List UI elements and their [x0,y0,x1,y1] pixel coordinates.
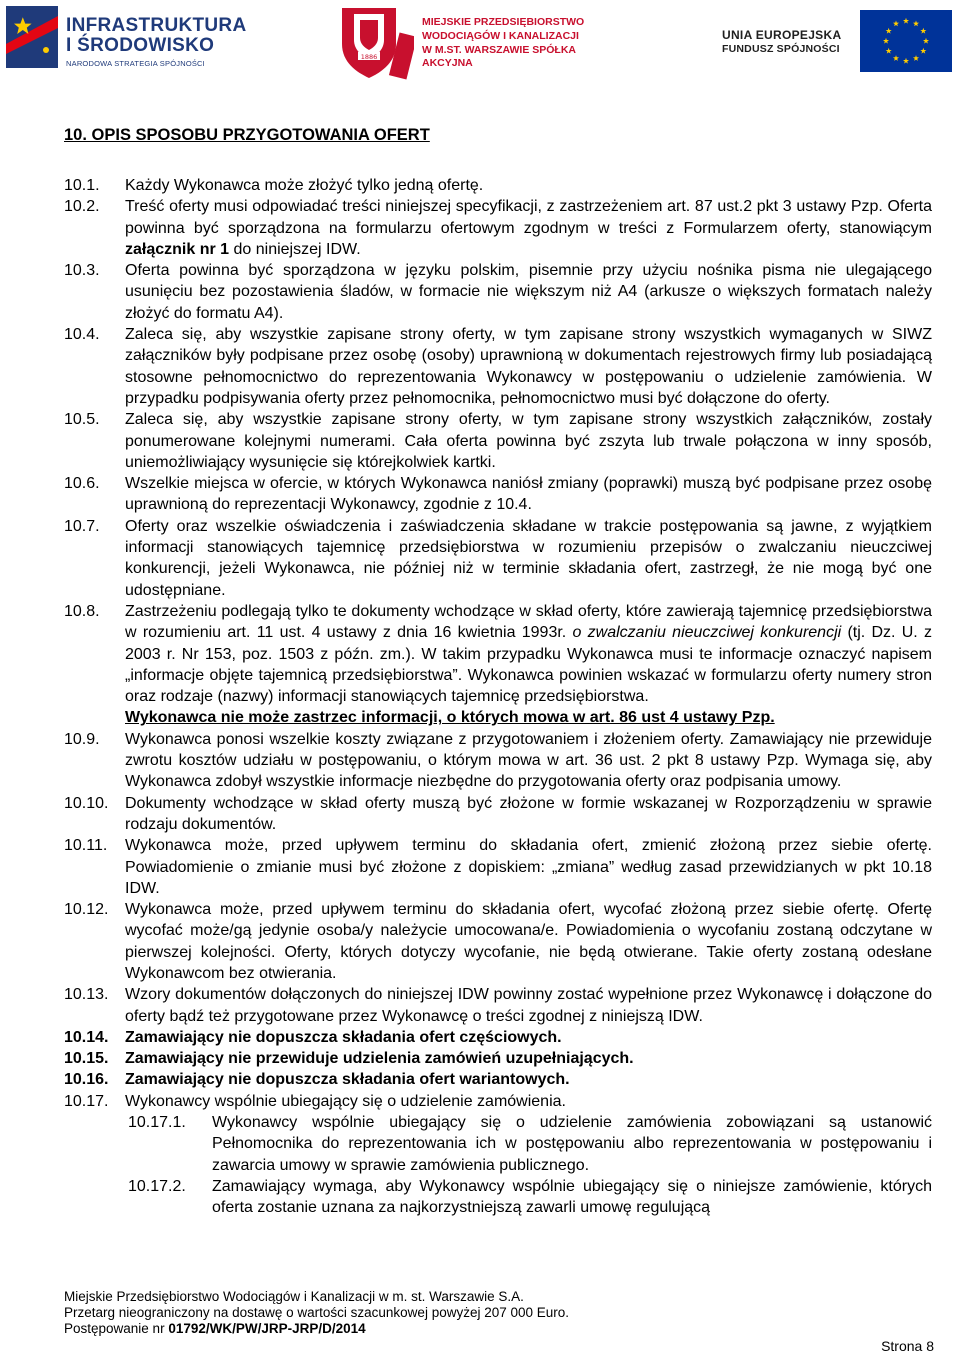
sub-list-item [64,1112,932,1176]
item-text: Zastrzeżeniu podlegają tylko te dokumenty wchodzące w skład oferty, które zawierają tajemnicę przedsiębiorstwa w rozumieniu art. 11 ust. 4 ustawy z dnia 16 kwietnia 1993r. [125,602,932,642]
list-item [64,196,932,260]
is-logo-line2: I ŚRODOWISKO [66,35,215,56]
list-item [64,1048,932,1069]
item-text: Oferta powinna być sporządzona w języku polskim, pisemnie przy użyciu nośnika pisma nie ulegającego usunięciu bez pozostawienia śladów, w formacie nie większym niż A4 (arkusze o większych formatach należy złożyć do formatu A4). [125,262,932,322]
list-item [64,324,932,409]
sub-list-item [64,1176,932,1219]
item-text: Wykonawca może, przed upływem terminu do składania ofert, wycofać złożoną przez siebie ofertę. Ofertę wycofać może/gą jedynie osoba/y należycie umocowana/e. Powiadomienia o wycofaniu zostaną odczytane w pierwszej kolejności. Oferty, których dotyczy wycofanie, nie będą otwierane. Takie oferty zostaną odesłane Wykonawcom bez otwierania. [125,901,932,982]
item-text: Zamawiający nie dopuszcza składania ofert wariantowych. [125,1071,570,1089]
item-number: 10.1. [64,177,100,194]
mpwik-logo-line2: WODOCIĄGÓW I KANALIZACJI [422,30,579,42]
item-number: 10.6. [64,475,100,493]
item-number: 10.2. [64,198,100,216]
item-text: Wykonawcy wspólnie ubiegający się o udzielenie zamówienia zobowiązani są ustanowić Pełnomocnika do reprezentowania ich w postępowaniu albo reprezentowania w postępowaniu i zawarcia umowy w sprawie zamówienia publicznego. [212,1114,932,1174]
procedure-number: 01792/WK/PW/JRP-JRP/D/2014 [168,1321,366,1336]
item-number: 10.8. [64,602,100,620]
item-number: 10.16. [64,1071,109,1089]
list-item [64,835,932,899]
list-item [64,516,932,601]
mpwik-logo [336,4,596,80]
section-title: 10. OPIS SPOSOBU PRZYGOTOWANIA OFERT [64,126,430,144]
list-item [64,793,932,836]
footer-line2: Przetarg nieograniczony na dostawę o wartości szacunkowej powyżej 207 000 Euro. [64,1305,570,1320]
item-text: Zamawiający wymaga, aby Wykonawcy wspólnie ubiegający się o niniejsze zamówienie, których oferta zostanie uznana za najkorzystniejszą zawarli umowę regulującą [212,1177,932,1217]
item-text: Wszelkie miejsca w ofercie, w których Wykonawca naniósł zmiany (poprawki) muszą być podpisane przez osobę uprawnioną do reprezentacji Wykonawcy, zgodnie z 10.4. [125,475,932,514]
crest-year-text: 1886 [360,53,378,61]
header-logos [0,0,960,80]
footer-line3-label: Postępowanie nr [64,1321,169,1336]
item-number: 10.13. [64,986,109,1004]
list-item [64,601,932,729]
list-item [64,175,932,196]
item-text-italic: o zwalczaniu nieuczciwej konkurencji [572,624,842,642]
item-number: 10.17. [64,1092,109,1110]
item-number: 10.4. [64,326,100,344]
list-item [64,1091,932,1112]
list-item [64,473,932,516]
item-text: Wykonawcy wspólnie ubiegający się o udzielenie zamówienia. [125,1092,566,1110]
item-number: 10.11. [64,837,108,855]
item-number: 10.12. [64,901,109,919]
list-item [64,1027,932,1048]
eu-logo-line2: FUNDUSZ SPÓJNOŚCI [722,43,840,55]
item-text: Wykonawca ponosi wszelkie koszty związane z przygotowaniem i złożeniem oferty. Zamawiający nie przewiduje zwrotu kosztów udziału w postępowaniu, o którym mowa w art. 36 ust. 2 pkt 8 ustawy Pzp. Wymaga się, aby Wykonawca zdobył wszystkie informacje niezbędne do przygotowania oferty oraz podpisania umowy. [125,730,932,791]
item-number: 10.3. [64,262,100,280]
is-emblem-icon [6,6,62,70]
is-logo-line3: NARODOWA STRATEGIA SPÓJNOŚCI [66,59,205,68]
item-text: Zamawiający nie przewiduje udzielenia zamówień uzupełniających. [125,1050,634,1068]
mpwik-logo-line1: MIEJSKIE PRZEDSIĘBIORSTWO [422,16,585,28]
item-number: 10.7. [64,517,100,535]
list-item [64,1069,932,1090]
item-text: Wzory dokumentów dołączonych do niniejszej IDW powinny zostać wypełnione przez Wykonawcę i dołączone do oferty bądź też przygotowane przez Wykonawcę o treści zgodnej z niniejszą IDW. [125,986,932,1025]
item-text: Wykonawca może, przed upływem terminu do składania ofert, zmienić złożoną przez siebie ofertę. Powiadomienie o zmianie musi być złożone z dopiskiem: „zmiana” według zasad przewidzianych w pkt 10.18 IDW. [125,837,932,897]
eu-logo [722,10,954,70]
item-text-bold-underline: Wykonawca nie może zastrzec informacji, o których mowa w art. 86 ust 4 ustawy Pzp. [125,709,775,727]
item-text-bold: załącznik nr 1 [125,240,230,258]
item-number: 10.9. [64,730,100,748]
item-number: 10.15. [64,1050,109,1068]
eu-flag-icon [860,10,952,72]
mpwik-logo-line3: W M.ST. WARSZAWIE SPÓŁKA AKCYJNA [422,44,576,69]
footer-line3 [64,1321,569,1337]
list-item [64,984,932,1027]
item-text: Oferty oraz wszelkie oświadczenia i zaświadczenia składane w trakcie postępowania są jawne, z wyjątkiem informacji stanowiących tajemnicę przedsiębiorstwa w rozumieniu przepisów o zwalczaniu nieuczciwej konkurencji, jeżeli Wykonawca, nie później niż w terminie składania ofert, zastrzegł, że nie mogą być one udostępniane. [125,517,932,599]
item-text: (tj. Dz. U. z 2003 r. Nr 153, poz. 1503 z późn. zm.). W takim przypadku Wykonawca musi te informacje oznaczyć napisem „informacje objęte tajemnicą przedsiębiorstwa”. Wykonawca powinien wskazać w formularzu oferty numery stron oraz rodzaje (nazwy) informacji stanowiących tajemnicę przedsiębiorstwa. [125,624,933,706]
mpwik-crest-icon [336,4,414,82]
item-text: do niniejszej IDW. [229,240,361,258]
page-footer [64,1289,569,1337]
is-logo-line1: INFRASTRUKTURA [66,15,247,36]
footer-line1: Miejskie Przedsiębiorstwo Wodociągów i Kanalizacji w m. st. Warszawie S.A. [64,1289,524,1304]
item-text: Treść oferty musi odpowiadać treści niniejszej specyfikacji, z zastrzeżeniem art. 87 ust.2 pkt 3 ustawy Pzp. Oferta powinna być sporządzona na formularzu ofertowym zgodnym w treści z Formularzem oferty, stanowiącym [125,198,932,237]
list-item [64,260,932,324]
item-number: 10.5. [64,411,100,429]
item-number: 10.10. [64,794,109,812]
item-text: Zaleca się, aby wszystkie zapisane strony oferty, w tym zapisane strony wszystkich wymaganych w SIWZ załączników były podpisane przez osobę (osoby) uprawnioną w dokumentach rejestrowych firmy lub posiadającą stosowne pełnomocnictwo do reprezentowania Wykonawcy w postępowaniu o udzielenie zamówienia. W przypadku podpisywania oferty przez pełnomocnika, pełnomocnictwo musi być dołączone do oferty. [125,326,932,407]
item-text: Dokumenty wchodzące w skład oferty muszą być złożone w formie wskazanej w Rozporządzeniu w sprawie rodzaju dokumentów. [125,794,932,833]
item-number: 10.17.2. [128,1177,186,1195]
list-item [64,729,932,793]
item-text: Zaleca się, aby wszystkie zapisane strony oferty, w tym zapisane strony wszystkich załączników, zostały ponumerowane kolejnymi numerami. Cała oferta powinna być zszyta lub trwale połączona w inny sposób, uniemożliwiający wysunięcie się którejkolwiek kartki. [125,411,932,471]
item-text: Każdy Wykonawca może złożyć tylko jedną ofertę. [125,177,484,194]
item-number: 10.14. [64,1028,109,1046]
section-content [64,175,932,1219]
infrastruktura-logo [6,6,251,70]
list-item [64,899,932,984]
eu-logo-line1: UNIA EUROPEJSKA [722,28,842,42]
item-text: Zamawiający nie dopuszcza składania ofert częściowych. [125,1028,562,1046]
list-item [64,409,932,473]
item-number: 10.17.1. [128,1114,186,1132]
page-number: Strona 8 [881,1338,934,1354]
